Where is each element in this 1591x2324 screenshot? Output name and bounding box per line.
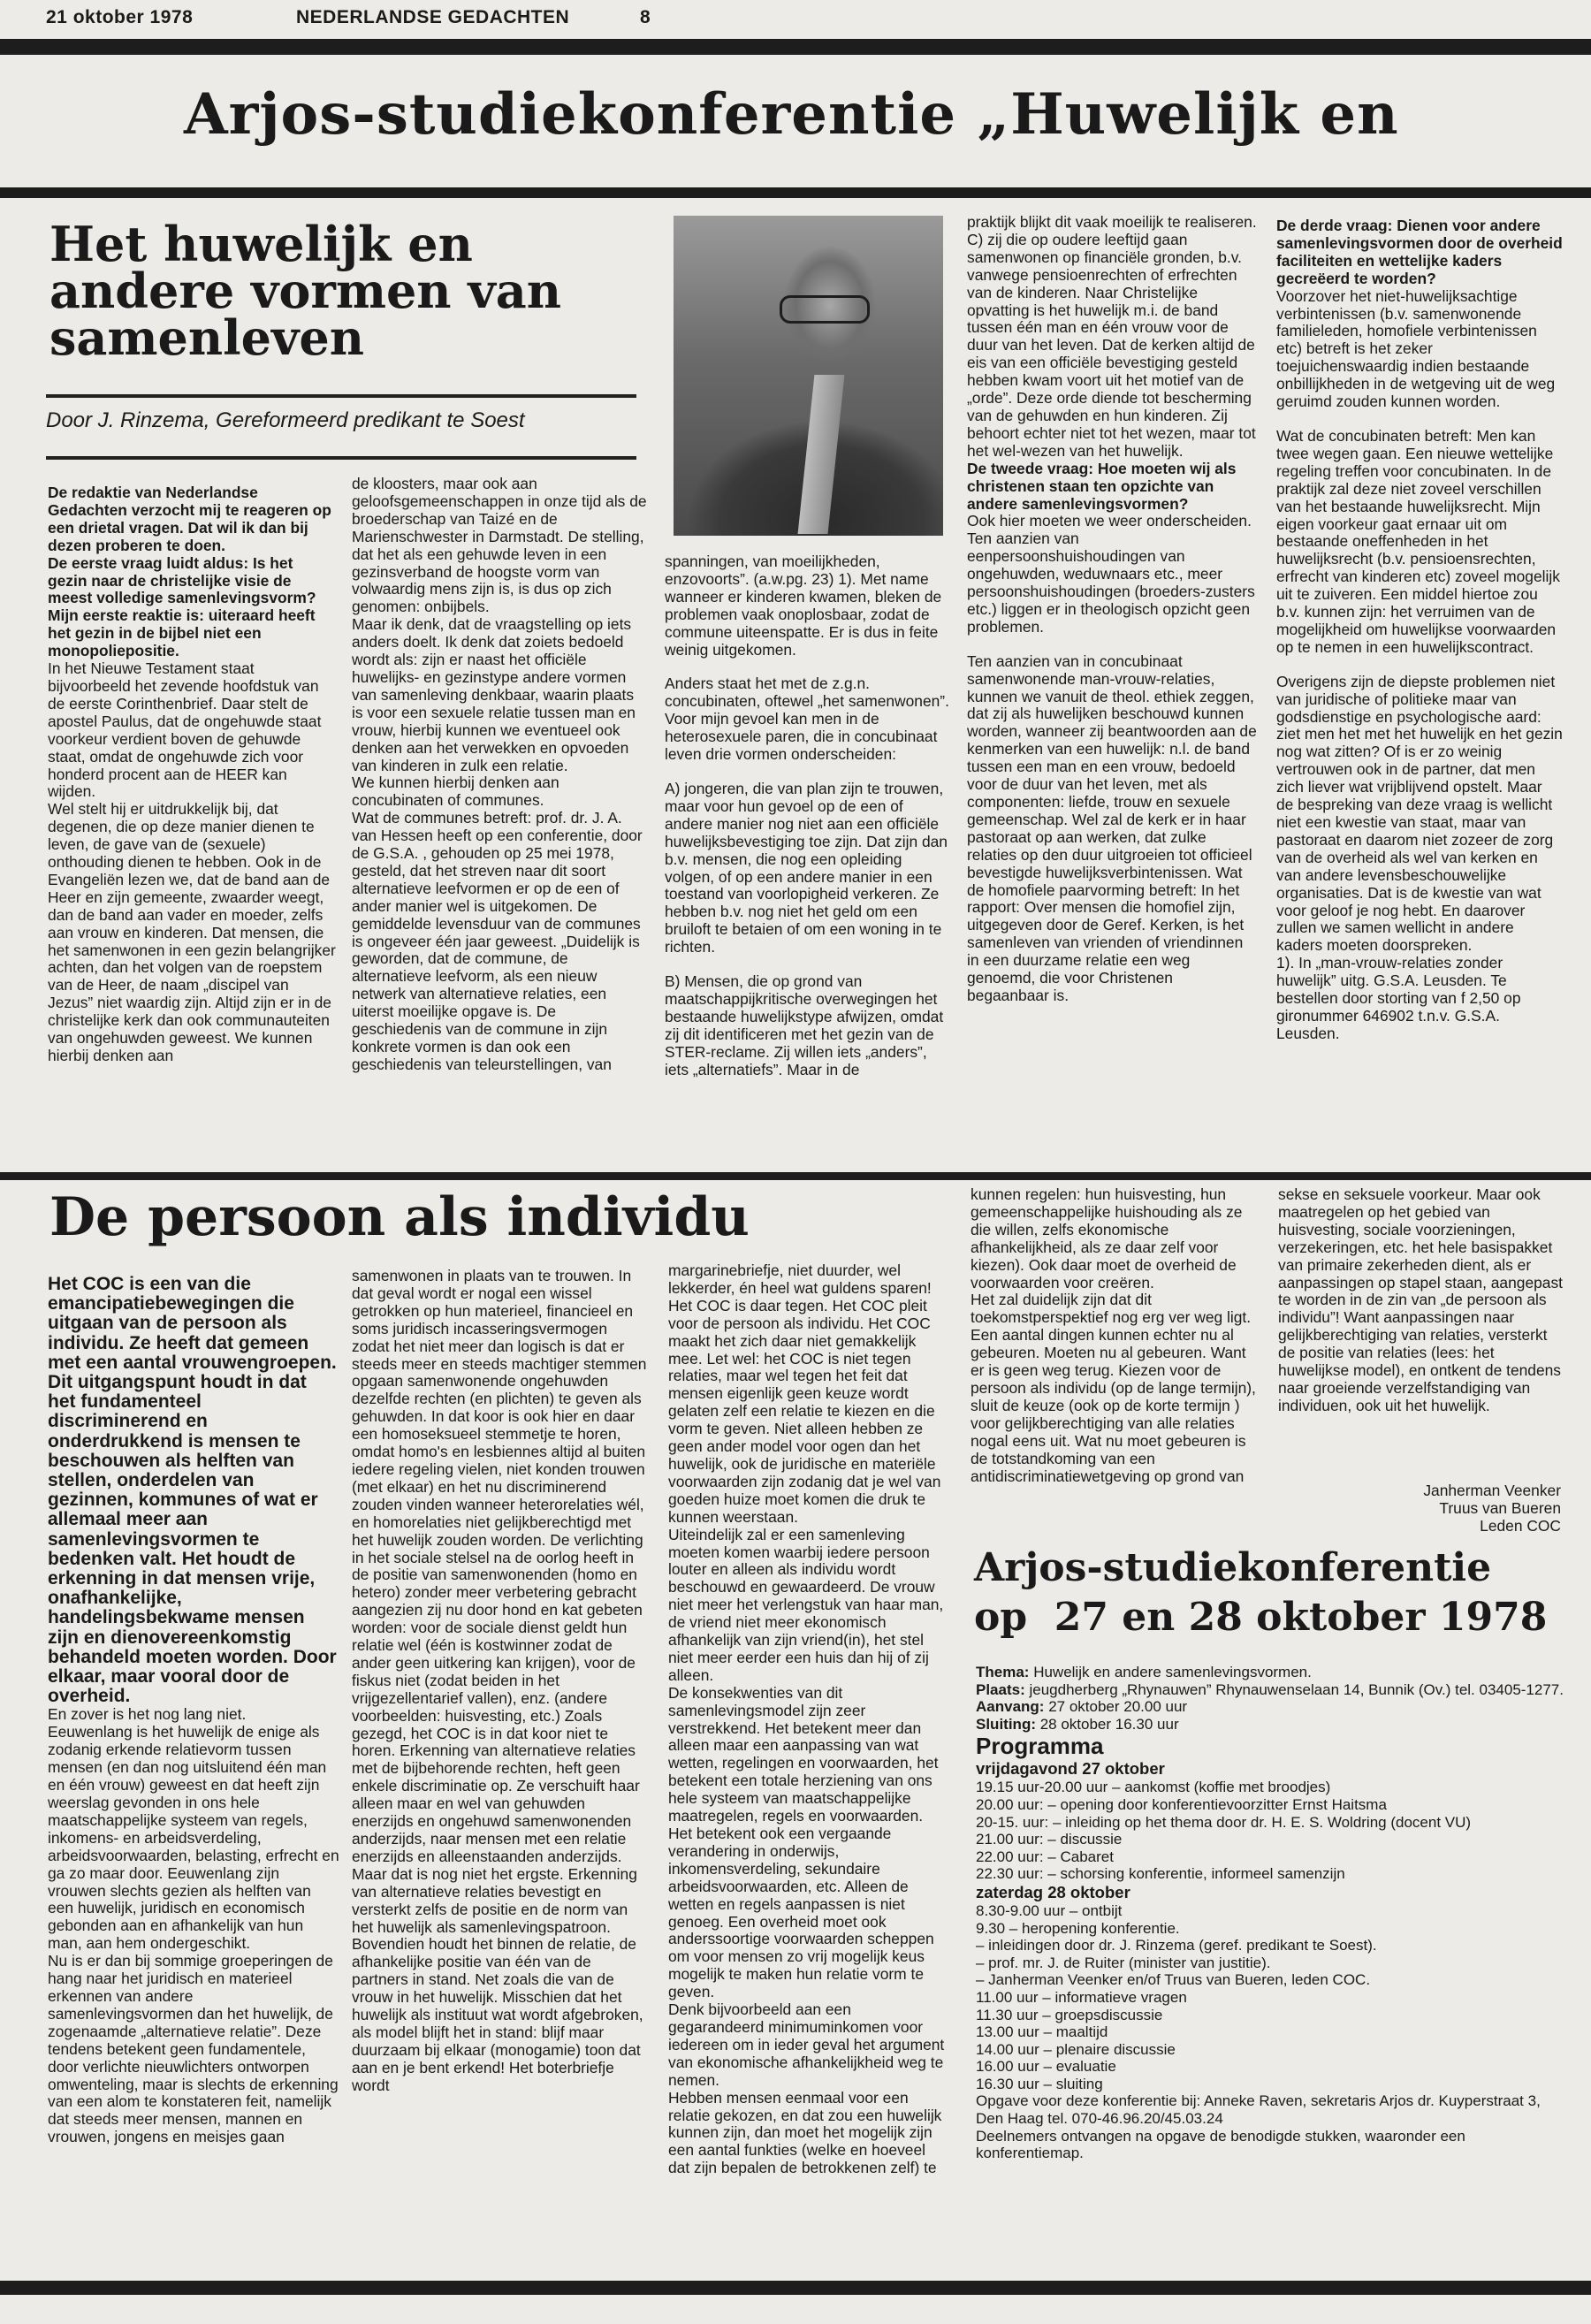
program-item: 11.30 uur – groepsdiscussie [976,2006,1163,2023]
signature-line: Truus van Bueren [1439,1499,1561,1517]
article1-title-line: andere vormen van [49,263,561,319]
article1-column-1 [48,484,336,1165]
section-divider [0,1172,1591,1180]
title-rule [46,394,636,398]
byline-rule [46,456,636,460]
paragraph: En zover is het nog lang niet. [48,1705,247,1724]
banner-title: Arjos-studiekonferentie „Huwelijk en [184,81,1399,148]
article1-column-4 [967,214,1259,1169]
day2-heading: zaterdag 28 oktober [976,1882,1130,1901]
paragraph: 1). In „man-vrouw-relaties zonder huwelijk” uitg. G.S.A. Leusden. Te bestellen door storting van f 2,50 op gironummer 646902 t.n.v. G.S.A. Leusden. [1276,954,1521,1042]
paragraph: De tweede vraag: Hoe moeten wij als christenen staan ten opzichte van andere samenlevingsvormen? [967,459,1237,513]
program-item: – inleidingen door dr. J. Rinzema (geref. predikant te Soest). [976,1937,1377,1954]
paragraph: Denk bijvoorbeeld aan een gegarandeerd minimuminkomen voor iedereen om in ieder geval het argument van ekonomische afhankelijkheid weg te nemen. [668,2000,945,2089]
paragraph: In het Nieuwe Testament staat bijvoorbeeld het zevende hoofdstuk van de eerste Corinthenbrief. Daar stelt de apostel Paulus, dat de ongehuwde staat voorkeur verdient boven de gehuwde staat, omdat de ongehuwde zich voor honderd procent aan de HEER kan wijden. [48,659,322,801]
program-item: 16.00 uur – evaluatie [976,2058,1116,2076]
paragraph: Overigens zijn de diepste problemen niet van juridische of politieke maar van godsdienstige en psychologische aard: ziet men het met het huwelijk en het gezin nog wat zitten? Of is er zo weinig vertrouwen ook in de partner, dat men zich liever wat vrijblijvend opstelt. Maar de bespreking van deze vraag is wellicht niet een kwestie van staat, maar van pastoraat en daarom niet zozeer de zorg van de overheid als wel van kerken en van andere levensbeschouwelijke organisaties. Dat is de kwestie van wat voor geloof je nog hebt. En daarover zullen we samen wellicht in andere kaders moeten doorspreken. [1276,672,1563,955]
article1-title-line: Het huwelijk en [49,216,473,272]
article1-column-3 [665,553,949,1165]
paragraph: Hebben mensen eenmaal voor een relatie gekozen, en dat zou een huwelijk kunnen zijn, dan moet het mogelijk zijn een aantal funkties (welke en hoeveel dat zijn bepalen de betrokkenen zelf) te [668,2088,942,2177]
paragraph: Het COC is een van die emancipatiebewegingen die uitgaan van de persoon als individu. Ze heeft dat gemeen met een aantal vrouwengroepen. Dit uitgangspunt houdt in dat het fundamenteel discriminerend en onderdrukkend is mensen te beschouwen als helften van stellen, onderdelen van gezinnen, kommunes of wat er allemaal meer aan samenlevingsvormen te bedenken valt. Het houdt de erkenning in dat mensen vrije, onafhankelijke, handelingsbekwame mensen zijn en dienovereenkomstig behandeld moeten worden. Door elkaar, maar vooral door de overheid. [48,1275,337,1707]
bottom-rule [0,2281,1591,2295]
paragraph: De redaktie van Nederlandse Gedachten verzocht mij te reageren op een drietal vragen. Dat wil ik dan bij dezen proberen te doen. [48,484,331,554]
detail-value: 28 oktober 16.30 uur [1035,1715,1179,1733]
program-item: 21.00 uur: – discussie [976,1831,1123,1848]
conference-title [974,1543,1547,1642]
paragraph: Maar ik denk, dat de vraagstelling op iets anders doelt. Ik denk dat zoiets bedoeld wordt als: zijn er naast het officiële huwelijks- en gezinstype andere vormen van samenleving denkbaar, waarin plaats is voor een sexuele relatie tussen man en vrouw, hierbij kunnen we eventueel ook denken aan het verwekken en opvoeden van kinderen in zulk een relatie. [352,615,636,774]
top-rule [0,39,1591,55]
detail-label: Plaats: [976,1680,1025,1698]
program-item: 20.00 uur: – opening door konferentievoorzitter Ernst Haitsma [976,1795,1387,1813]
paragraph: Wel stelt hij er uitdrukkelijk bij, dat degenen, die op deze manier dienen te leven, de gave van de (sexuele) onthouding dienen te hebben. Ook in de Evangeliën lezen we, dat de band aan de Heer en zijn gemeente, zwaarder weegt, dan de band aan vader en moeder, zelfs aan vrouw en kinderen. Dat mensen, die het samenwonen in een gezin belangrijker achten, dan het volgen van de roepstem van de Heer, de naam „discipel van Jezus” niet waardig zijn. Altijd zijn er in de christelijke kerk dan ook communauteiten van ongehuwden geweest. We kunnen hierbij denken aan [48,800,336,1064]
article2-column-5 [1278,1186,1563,1452]
program-item: 8.30-9.00 uur – ontbijt [976,1901,1123,1919]
detail-value: Huwelijk en andere samenlevingsvormen. [1029,1664,1312,1680]
paragraph: praktijk blijkt dit vaak moeilijk te realiseren. C) zij die op oudere leeftijd gaan samenwonen op financiële gronden, b.v. vanwege pensioenrechten of erfrechten van de kinderen. Naar Christelijke opvatting is het huwelijk m.i. de band tussen één man en één vrouw voor de duur van het leven. Dat de kerken altijd de eis van een officiële bevestiging gesteld hebben kwam voort uit het motief van de „orde”. Deze orde diende tot bescherming van de gehuwden en hun kinderen. Zij behoort echter niet tot het wezen, maar tot het wel-wezen van het huwelijk. [967,214,1257,460]
program-item: 13.00 uur – maaltijd [976,2023,1108,2041]
paragraph: Eeuwenlang is het huwelijk de enige als zodanig erkende relatievorm tussen mensen (en dan nog uitsluitend één man en één vrouw) geweest en dat heeft zijn weerslag gevonden in ons hele maatschappelijke systeem van regels, inkomens- en arbeidsverdeling, arbeidsvoorwaarden, belasting, erfrecht en ga zo maar door. Eeuwenlang zijn vrouwen slechts gezien als helften van een huwelijk, juridisch en economisch gebonden aan en afhankelijk van hun man, aan hem ondergeschikt. [48,1723,339,1953]
detail-row [976,1716,1568,1733]
detail-label: Sluiting: [976,1715,1036,1733]
article1-column-2 [352,476,649,1165]
article2-column-3 [668,1262,949,2256]
day1-heading: vrijdagavond 27 oktober [976,1759,1165,1779]
program-item: 9.30 – heropening konferentie. [976,1919,1180,1937]
author-photo [674,216,943,536]
paragraph: Nu is er dan bij sommige groeperingen de hang naar het juridisch en materieel erkennen van andere samenlevingsvormen dan het huwelijk, de zogenaamde „alternatieve relatie”. Deze tendens betekent geen fundamentele, door verlichte nieuwlichters ontworpen omwenteling, maar is slechts de erkenning van een alom te konstateren feit, namelijk dat steeds meer mensen, mannen en vrouwen, jongens en meisjes gaan [48,1952,339,2146]
signature-line: Janherman Veenker [1423,1482,1561,1499]
paragraph: sekse en seksuele voorkeur. Maar ook maatregelen op het gebied van huisvesting, sociale voorzieningen, verzekeringen, etc. het hele basispakket van primaire zekerheden dient, als er aanpassingen op stapel staan, aangepast te worden in de zin van „de persoon als individu”! Want aanpassingen naar gelijkberechtiging van relaties, versterkt de positie van relaties (lees: het huwelijkse model), en ontkent de tendens naar groeiende verzelfstandiging van individuen, ook uit het huwelijk. [1278,1186,1563,1414]
program-item: 14.00 uur – plenaire discussie [976,2040,1176,2058]
paragraph: A) jongeren, die van plan zijn te trouwen, maar voor hun gevoel op de een of andere manier nog niet aan een officiële huwelijksbevestiging toe zijn. Dat zijn dan b.v. mensen, die nog een opleiding volgen, of op een andere manier in een toestand van voorlopigheid verkeren. Ze hebben b.v. nog niet het geld om een bruiloft te betaien of om een woning in te richten. [665,779,948,956]
article2-column-2 [352,1268,649,2256]
program-item: Deelnemers ontvangen na opgave de benodigde stukken, waaronder een konferentiemap. [976,2127,1465,2162]
paragraph: Mijn eerste reaktie is: uiteraard heeft het gezin in de bijbel niet een monopoliepositie. [48,606,316,660]
banner-rule [0,187,1591,198]
detail-row [976,1681,1568,1699]
paragraph: De eerste vraag luidt aldus: Is het gezin naar de christelijke visie de meest volledige samenlevingsvorm? [48,553,316,607]
program-item: Opgave voor deze konferentie bij: Anneke Raven, sekretaris Arjos dr. Kuyperstraat 3, Den Haag tel. 070-46.96.20/45.03.24 [976,2092,1541,2128]
detail-label: Aanvang: [976,1698,1045,1716]
program-item: – Janherman Veenker en/of Truus van Bueren, leden COC. [976,1971,1371,1989]
paragraph: Het zal duidelijk zijn dat dit toekomstperspektief nog erg ver weg ligt. Een aantal dingen kunnen echter nu al gebeuren. Moeten nu al gebeuren. Want er is geen weg terug. Kiezen voor de persoon als individu (op de lange termijn), sluit de keuze (ook op de korte termijn ) voor gelijkberechtiging van alle relaties nogal eens uit. Wat nu moet gebeuren is de totstandkoming van een antidiscriminatiewetgeving op grond van [971,1291,1256,1485]
article2-column-1 [48,1275,339,2256]
paragraph: De konsekwenties van dit samenlevingsmodel zijn zeer verstrekkend. Het betekent meer dan alleen maar een aanpassing van wat wetten, regelingen en voorwaarden, het betekent een totale herziening van ons hele systeem van maatschappelijke maatregelen, regels en voorwaarden. Het betekent ook een vergaande verandering in onderwijs, inkomensverdeling, sekundaire arbeidsvoorwaarden, etc. Alleen de wetten en regels aanpassen is niet genoeg. Een overheid moet ook anderssoortige voorwaarden scheppen om voor mensen zo vrij mogelijk keus mogelijk te maken hun relatie vorm te geven. [668,1683,939,2001]
article1-column-5 [1276,217,1563,1169]
article2-signature [1278,1482,1561,1535]
paragraph: Ook hier moeten we weer onderscheiden. Ten aanzien van eenpersoonshuishoudingen van ongehuwden, weduwnaars etc., meer persoonshuishoudingen (broeders-zusters etc.) liggen er in theologisch opzicht geen problemen. [967,512,1255,636]
article1-title [49,216,561,366]
paragraph: We kunnen hierbij denken aan concubinaten of communes. [352,773,560,810]
program-item: 16.30 uur – sluiting [976,2075,1103,2092]
paragraph: Voorzover het niet-huwelijksachtige verbintenissen (b.v. samenwonende familieleden, homofiele verbintenissen etc) betreft is het zeker toejuichenswaardig indien bestaande onbillijkheden in de wetgeving uit de weg geruimd zouden kunnen worden. [1276,286,1556,411]
program-item: 22.00 uur: – Cabaret [976,1848,1114,1865]
program-item: 19.15 uur-20.00 uur – aankomst (koffie met broodjes) [976,1779,1331,1796]
paragraph: De derde vraag: Dienen voor andere samenlevingsvormen door de overheid faciliteiten en wettelijke kaders gecreëerd te worden? [1276,217,1563,287]
conference-details [976,1664,1568,2162]
article2-title: De persoon als individu [49,1186,750,1248]
page-number: 8 [640,7,651,27]
paragraph: Wat de concubinaten betreft: Men kan twee wegen gaan. Een nieuwe wettelijke regeling treffen voor concubinaten. In de praktijk zal deze niet zoveel verschillen van het bestaande huwelijksrecht. Mijn eigen voorkeur gaat ernaar uit om bestaande oneffenheden in het huwelijksrecht (b.v. pensioensrechten, erfrecht van kinderen etc) zoveel mogelijk uit te zuiveren. Een middel hiertoe zou b.v. kunnen zijn: het verruimen van de mogelijkheid om huwelijkse voorwaarden op te nemen in een huwelijkscontract. [1276,426,1560,656]
paragraph: samenwonen in plaats van te trouwen. In dat geval wordt er nogal een wissel getrokken op hun materieel, financieel en soms juridisch incasseringsvermogen zodat het niet meer dan logisch is dat er steeds meer en steeds machtiger stemmen opgaan samenwonende ongehuwden dezelfde rechten (en plichten) te geven als gehuwden. In dat koor is ook hier en daar een homoseksueel stemmetje te horen, omdat homo's en lesbiennes altijd al buiten iedere regeling vielen, niet konden trouwen (met elkaar) en het nu discriminerend zouden vinden wanneer heterorelaties wél, en homorelaties niet gelijkberechtigd met het huwelijk zouden worden. De verlichting in het sociale stelsel na de oorlog heeft in de positie van samenwonenden (homo en hetero) zonder meer verbetering gebracht aangezien zij nu door hond en kat gebeten worden: voor de sociale dienst geldt hun relatie wel (één is kostwinner zodat de ander geen uitkering kan krijgen), voor de fiskus niet (zodat beiden in het vrijgezellentarief vallen), enz. (andere voorbeelden: huisvesting, etc.) Zoals gezegd, het COC is in dat koor niet te horen. Erkenning van alternatieve relaties met de bijbehorende rechten, heft geen enkele discriminatie op. Ze verschuift haar alleen maar en wel van gehuwden enerzijds en ongehuwd samenwonenden anderzijds, naar mensen met een relatie enerzijds en alleenstaanden anderzijds. Maar dat is nog niet het ergste. Erkenning van alternatieve relaties bevestigt en versterkt zelfs de positie en de norm van het huwelijk als samenlevingspatroon. Bovendien houdt het binnen de relatie, de afhankelijke positie van één van de partners in stand. Net zoals die van de vrouw in het huwelijk. Misschien dat het huwelijk als instituut wat wordt afgebroken, als model blijft het in stand: blijf maar duurzaam bij elkaar (monogamie) toon dat aan en je bent erkend! Het boterbriefje wordt [352,1268,647,2094]
conference-title-line: op 27 en 28 oktober 1978 [974,1595,1548,1640]
program-heading: Programma [976,1733,1104,1760]
detail-value: jeugdherberg „Rhynauwen” Rhynauwenselaan 14, Bunnik (Ov.) tel. 03405-1277. [1024,1680,1564,1698]
paragraph: Wat de communes betreft: prof. dr. J. A. van Hessen heeft op een conferentie, door de G.S.A. , gehouden op 25 mei 1978, gesteld, dat het streven naar dit soort alternatieve leefvormen er op de een of ander manier wel is uitgekomen. De gemiddelde levensduur van de communes is ongeveer één jaar geweest. „Duidelijk is geworden, dat de commune, de alternatieve leefvorm, als een nieuw netwerk van alternatieve relaties, een uiterst moeilijke opgave is. De geschiedenis van de commune in zijn konkrete vormen is dan ook een geschiedenis van teleurstellingen, van [352,809,643,1073]
detail-value: 27 oktober 20.00 uur [1044,1698,1188,1716]
paragraph: margarinebriefje, niet duurder, wel lekkerder, én heel wat guldens sparen! Het COC is daar tegen. Het COC pleit voor de persoon als individu. Het COC maakt het zich daar niet gemakkelijk mee. Let wel: het COC is niet tegen relaties, maar wel tegen het feit dat mensen eigenlijk geen keuze wordt gelaten zelf een relatie te kiezen en die vorm te geven. Niet alleen hebben ze geen ander model voor ogen dan het huwelijk, ook de juridische en materiële voorwaarden zijn zodanig dat je wel van goeden huize moet komen die druk te kunnen weerstaan. [668,1262,941,1526]
program-item: 22.30 uur: – schorsing konferentie, informeel samenzijn [976,1865,1345,1883]
article2-column-4 [971,1186,1262,1522]
byline: Door J. Rinzema, Gereformeerd predikant te Soest [46,408,525,432]
paragraph: de kloosters, maar ook aan geloofsgemeenschappen in onze tijd als de broederschap van Taizé en de Marienschwester in Darmstadt. De stelling, dat het als een gehuwde leven in een gezinsverband de hoogste vorm van volwaardig mens zijn is, is dus op zich genomen: onbijbels. [352,476,647,616]
issue-date: 21 oktober 1978 [46,7,194,27]
program-item: 11.00 uur – informatieve vragen [976,1988,1187,2006]
paragraph: B) Mensen, die op grond van maatschappijkritische overwegingen het bestaande huwelijkstype afwijzen, omdat zij dit identificeren met het gezin van de STER-reclame. Zij willen iets „anders”, iets „alternatiefs”. Maar in de [665,972,944,1078]
program-item: 20-15. uur: – inleiding op het thema door dr. H. E. S. Woldring (docent VU) [976,1813,1472,1831]
detail-row [976,1664,1568,1681]
signature-line: Leden COC [1480,1517,1561,1535]
paragraph: kunnen regelen: hun huisvesting, hun gemeenschappelijke huishouding als ze die willen, zelfs ekonomische afhankelijkheid, als ze daar zelf voor kiezen). Ook daar moet de overheid de voorwaarden voor creëren. [971,1186,1243,1292]
article1-title-line: samenleven [49,309,365,366]
paragraph: spanningen, van moeilijkheden, enzovoorts”. (a.w.pg. 23) 1). Met name wanneer er kinderen kwamen, bleken de problemen vaak onoplosbaar, zodat de commune uiteenspatte. Er is dus in feite weinig uitgekomen. [665,553,942,659]
detail-row [976,1698,1568,1716]
conference-title-line: Arjos-studiekonferentie [974,1545,1492,1590]
paragraph: Ten aanzien van in concubinaat samenwonende man-vrouw-relaties, kunnen we vanuit de theol. ethiek zeggen, dat zij als huwelijken beschouwd kunnen worden, wanneer zij beantwoorden aan de kenmerken van een huwelijk: n.l. de band tussen een man en een vrouw, bedoeld voor de duur van het leven, met als componenten: liefde, trouw en sexuele gemeenschap. Wel zal de kerk er in haar pastoraat op aan werken, dat zulke relaties op den duur uitgroeien tot officieel bevestigde huwelijksverbintenissen. Wat de homofiele paarvorming betreft: In het rapport: Over mensen die homofiel zijn, uitgegeven door de Geref. Kerken, is het samenleven van vrienden of vriendinnen in een duurzame relatie een weg genoemd, die voor Christenen begaanbaar is. [967,651,1257,1004]
paragraph: Anders staat het met de z.g.n. concubinaten, oftewel „het samenwonen”. Voor mijn gevoel kan men in de heterosexuele paren, die in concubinaat leven drie vormen onderscheiden: [665,674,949,764]
detail-label: Thema: [976,1664,1030,1680]
publication-name: NEDERLANDSE GEDACHTEN [296,7,570,27]
paragraph: Uiteindelijk zal er een samenleving moeten komen waarbij iedere persoon louter en alleen als individu wordt beschouwd en gewaardeerd. De vrouw niet meer het verlengstuk van haar man, de vriend niet meer ekonomisch afhankelijk van zijn vriend(in), het stel niet meer eerder een huis dan hij of zij alleen. [668,1525,944,1684]
program-item: – prof. mr. J. de Ruiter (minister van justitie). [976,1954,1271,1971]
